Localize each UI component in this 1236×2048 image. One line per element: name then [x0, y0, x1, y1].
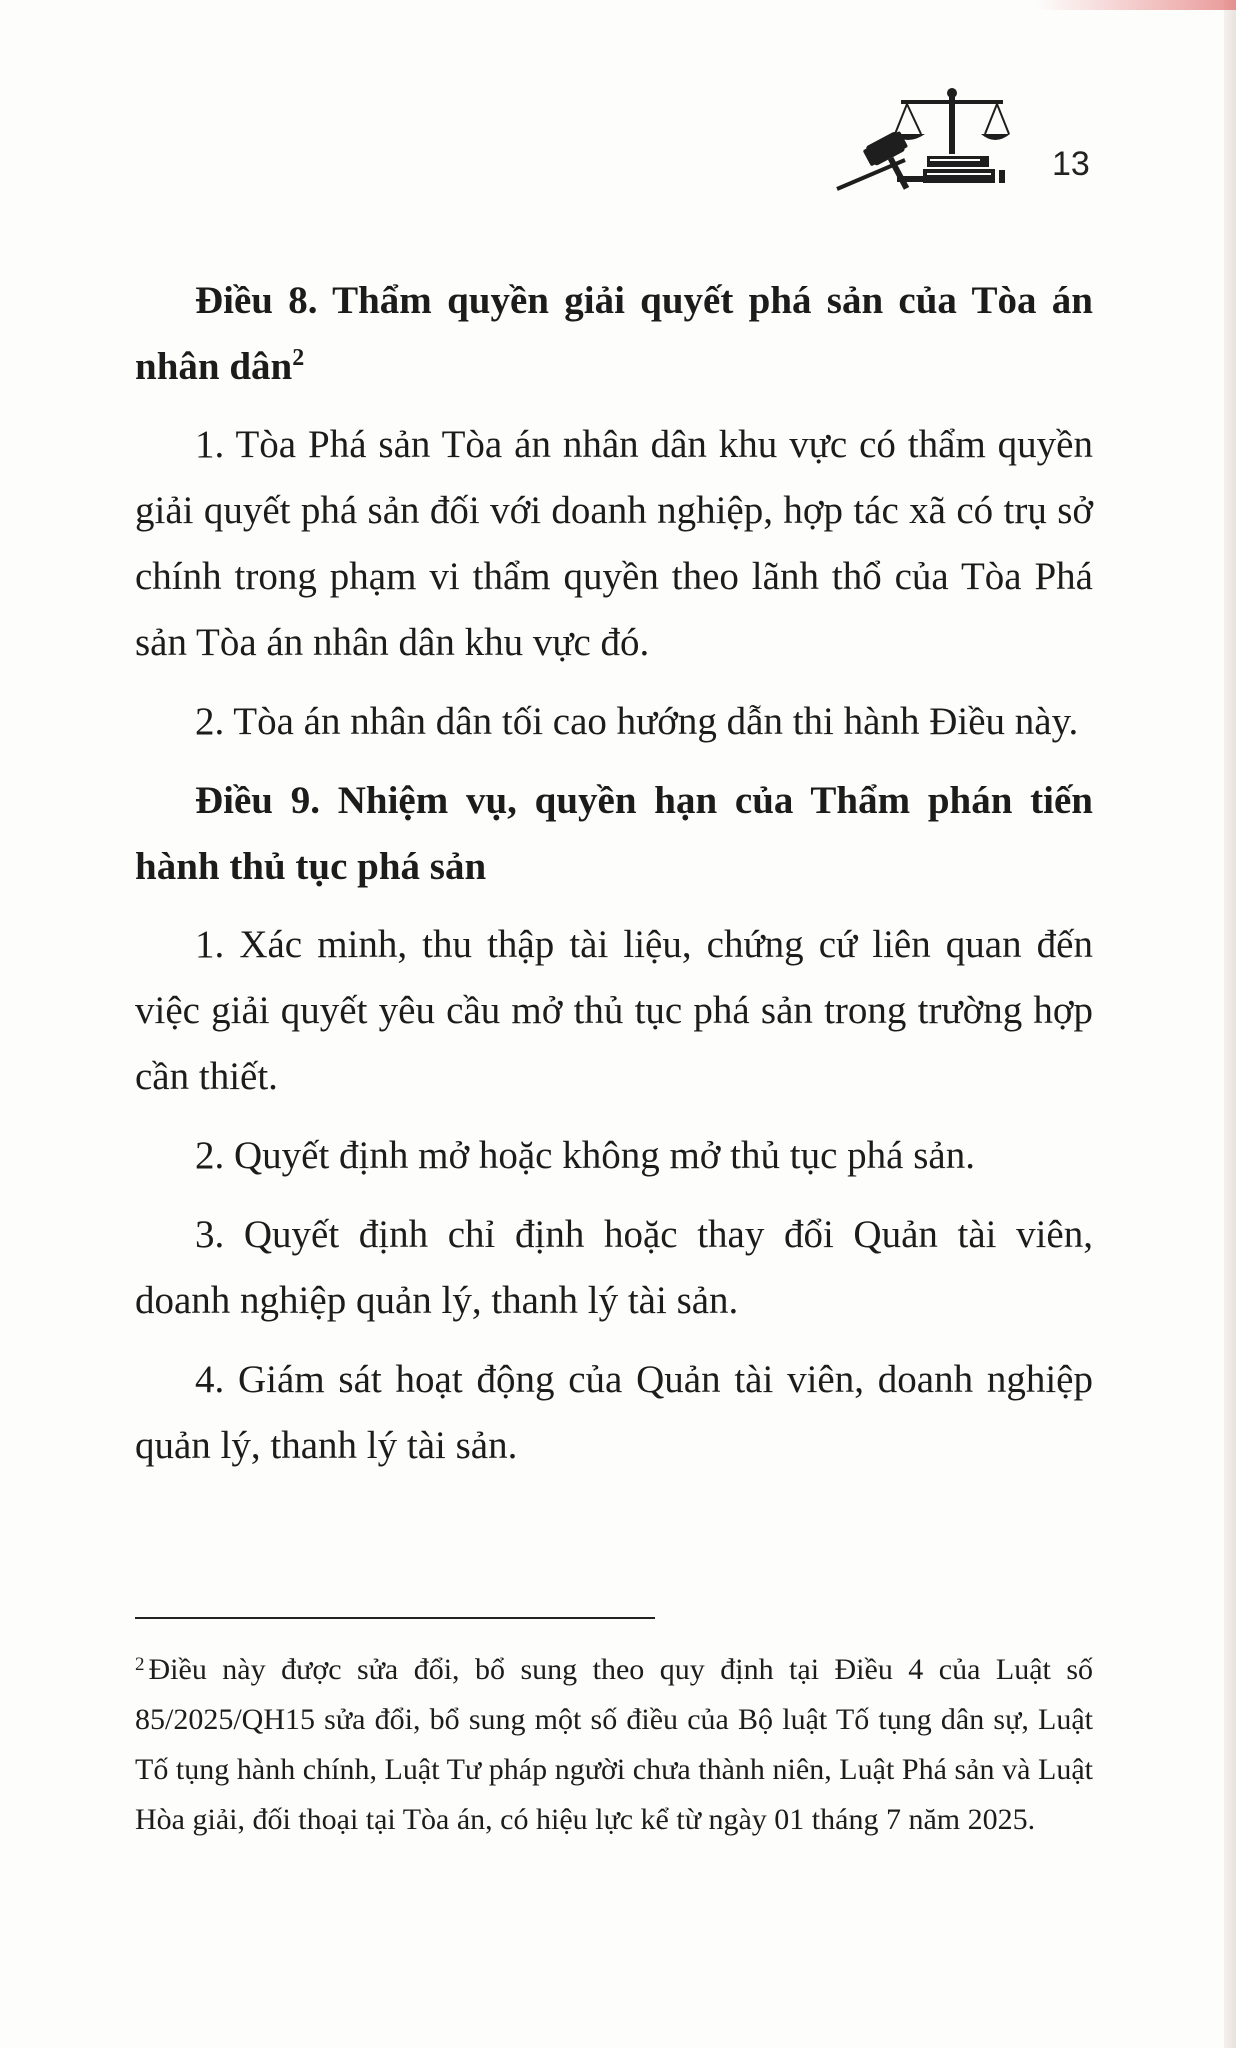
scales-and-gavel-icon — [835, 86, 1010, 191]
article-8-clause-1: 1. Tòa Phá sản Tòa án nhân dân khu vực có thẩm quyền giải quyết phá sản đối với doanh nghiệp, hợp tác xã có trụ sở chính trong phạm vi thẩm quyền theo lãnh thổ của Tòa Phá sản Tòa án nhân dân khu vực đó. — [135, 423, 1093, 664]
footnote-text: Điều này được sửa đổi, bổ sung theo quy định tại Điều 4 của Luật số 85/2025/QH15 sửa đổi, bổ sung một số điều của Bộ luật Tố tụng dân sự, Luật Tố tụng hành chính, Luật Tư pháp người chưa thành niên, Luật Phá sản và Luật Hòa giải, đối thoại tại Tòa án, có hiệu lực kể từ ngày 01 tháng 7 năm 2025. — [135, 1653, 1093, 1836]
page-edge-shadow — [1224, 0, 1236, 2048]
article-9-clause-2: 2. Quyết định mở hoặc không mở thủ tục phá sản. — [195, 1134, 975, 1177]
footnote-marker: 2 — [135, 1654, 145, 1675]
page-edge-tint — [1036, 0, 1236, 10]
article-9-clause-4: 4. Giám sát hoạt động của Quản tài viên, doanh nghiệp quản lý, thanh lý tài sản. — [135, 1358, 1093, 1467]
page-number: 13 — [1052, 145, 1090, 183]
article-9-clause-1: 1. Xác minh, thu thập tài liệu, chứng cứ liên quan đến việc giải quyết yêu cầu mở thủ tục phá sản trong trường hợp cần thiết. — [135, 923, 1093, 1098]
article-8-heading-text: Điều 8. Thẩm quyền giải quyết phá sản của Tòa án nhân dân — [135, 279, 1093, 388]
footnote-divider — [135, 1617, 655, 1619]
footnote-reference[interactable]: 2 — [292, 345, 305, 371]
article-8-heading — [135, 268, 1093, 400]
page-body — [135, 268, 1093, 1492]
article-9-heading: Điều 9. Nhiệm vụ, quyền hạn của Thẩm phán tiến hành thủ tục phá sản — [135, 779, 1093, 888]
article-9-clause-3: 3. Quyết định chỉ định hoặc thay đổi Quản tài viên, doanh nghiệp quản lý, thanh lý tài sản. — [135, 1213, 1093, 1322]
article-8-clause-2: 2. Tòa án nhân dân tối cao hướng dẫn thi hành Điều này. — [195, 700, 1079, 743]
footnote — [135, 1640, 1093, 1845]
